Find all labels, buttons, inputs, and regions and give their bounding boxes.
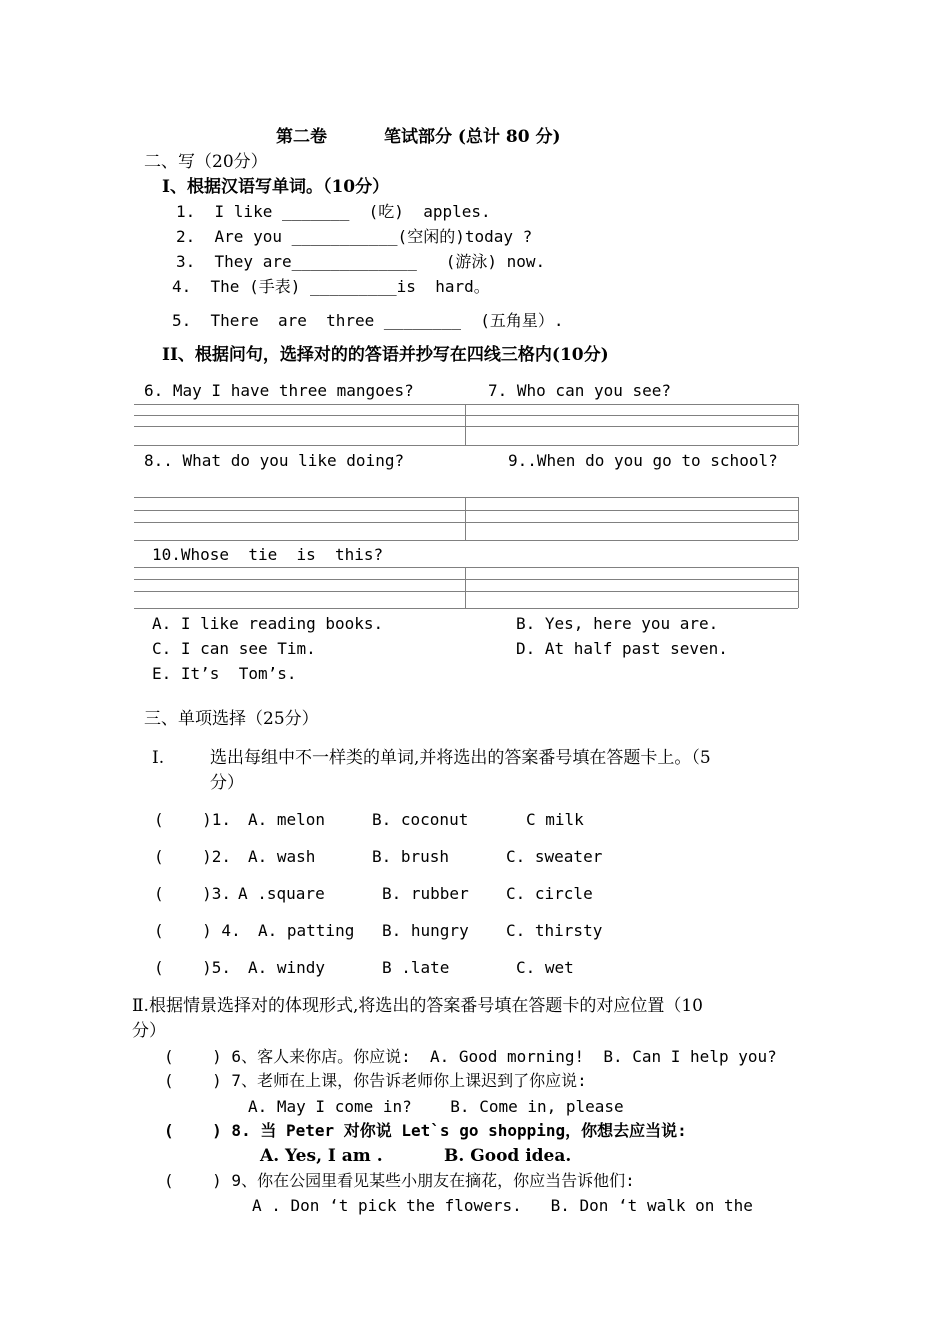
section-3-part-2-instruction: Ⅱ.根据情景选择对的体现形式,将选出的答案番号填在答题卡的对应位置（10: [132, 996, 703, 1016]
situation-7-options: A. May I come in? B. Come in, please: [248, 1097, 624, 1116]
part-1-heading: I、根据汉语写单词。（10分）: [162, 177, 390, 197]
section-2-heading: 二、写（20分）: [144, 152, 268, 172]
choice-1-option-b: B. coconut: [372, 810, 469, 829]
situation-7: ( ) 7、老师在上课，你告诉老师你上课迟到了你应说:: [164, 1071, 587, 1090]
choice-5-option-a: A. windy: [248, 958, 326, 977]
vocab-item-5: 5. There are three ________ (五角星）.: [172, 311, 564, 330]
choice-5-option-b: B .late: [382, 958, 450, 977]
choice-4-option-b: B. hungry: [382, 921, 469, 940]
question-6: 6. May I have three mangoes?: [144, 381, 414, 400]
vocab-item-1: 1. I like _______ (吃) apples.: [176, 202, 491, 221]
question-7: 7. Who can you see?: [488, 381, 672, 400]
situation-6: ( ) 6、客人来你店。你应说: A. Good morning! B. Can I help you?: [164, 1047, 777, 1066]
section-3-part-1-instruction-cont: 分）: [210, 773, 244, 793]
section-3-part-2-instruction-cont: 分）: [132, 1021, 166, 1041]
situation-8-option-a: A. Yes, I am .: [260, 1146, 383, 1166]
question-8: 8.. What do you like doing?: [144, 451, 405, 470]
section-3-part-1-number: I.: [152, 748, 165, 768]
answer-option-d: D. At half past seven.: [516, 639, 728, 658]
situation-8: ( ) 8. 当 Peter 对你说 Let`s go shopping，你想去应当说:: [164, 1121, 687, 1140]
answer-option-c: C. I can see Tim.: [152, 639, 316, 658]
vocab-item-4: 4. The (手表) _________is hard。: [172, 277, 490, 296]
choice-3-blank: ( )3.: [154, 884, 232, 903]
choice-1-blank: ( )1.: [154, 810, 232, 829]
choice-5-blank: ( )5.: [154, 958, 232, 977]
situation-8-option-b: B. Good idea.: [444, 1146, 572, 1166]
page-title: 笔试部分 (总计 80 分): [384, 127, 561, 147]
vocab-item-3: 3. They are_____________ (游泳) now.: [176, 252, 546, 271]
vocab-item-2: 2. Are you ___________(空闲的)today ?: [176, 227, 533, 246]
section-3-part-1-instruction: 选出每组中不一样类的单词,并将选出的答案番号填在答题卡上。（5: [210, 748, 711, 768]
choice-5-option-c: C. wet: [516, 958, 574, 977]
choice-4-blank: ( ) 4.: [154, 921, 241, 940]
choice-2-blank: ( )2.: [154, 847, 232, 866]
choice-2-option-b: B. brush: [372, 847, 450, 866]
choice-4-option-c: C. thirsty: [506, 921, 603, 940]
part-2-heading: II、根据问句，选择对的的答语并抄写在四线三格内(10分): [162, 345, 609, 365]
choice-2-option-a: A. wash: [248, 847, 316, 866]
question-9: 9..When do you go to school?: [508, 451, 778, 470]
choice-1-option-c: C milk: [526, 810, 584, 829]
section-3-heading: 三、单项选择（25分）: [144, 709, 319, 729]
choice-1-option-a: A. melon: [248, 810, 326, 829]
choice-2-option-c: C. sweater: [506, 847, 603, 866]
situation-9-options: A . Don ‘t pick the flowers. B. Don ‘t walk on the: [252, 1196, 753, 1215]
part-label: 第二卷: [276, 127, 327, 147]
question-10: 10.Whose tie is this?: [152, 545, 384, 564]
answer-option-e: E. It’s Tom’s.: [152, 664, 297, 683]
choice-3-option-b: B. rubber: [382, 884, 469, 903]
answer-option-a: A. I like reading books.: [152, 614, 384, 633]
choice-3-option-a: A .square: [238, 884, 325, 903]
choice-3-option-c: C. circle: [506, 884, 593, 903]
choice-4-option-a: A. patting: [258, 921, 355, 940]
situation-9: ( ) 9、你在公园里看见某些小朋友在摘花，你应当告诉他们:: [164, 1171, 635, 1190]
answer-option-b: B. Yes, here you are.: [516, 614, 719, 633]
